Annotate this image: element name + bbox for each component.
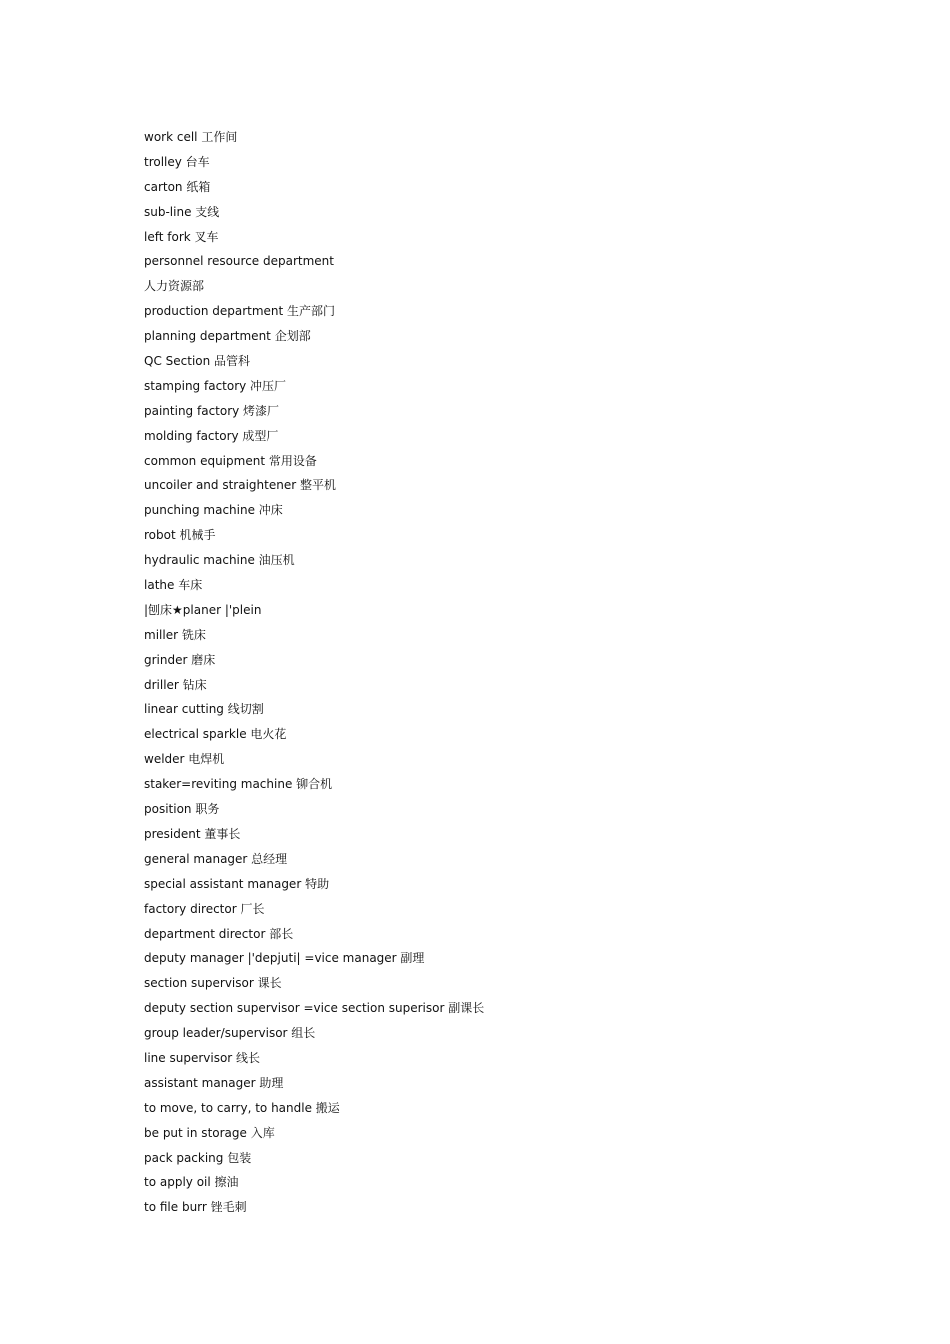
glossary-entry: robot 机械手 [144,528,216,543]
glossary-entry: to file burr 锉毛刺 [144,1200,247,1215]
glossary-entry: section supervisor 课长 [144,976,282,991]
glossary-entry: stamping factory 冲压厂 [144,378,287,393]
glossary-entry: production department 生产部门 [144,304,336,319]
glossary-entry: electrical sparkle 电火花 [144,727,287,742]
glossary-entry: hydraulic machine 油压机 [144,553,295,568]
glossary-entry: general manager 总经理 [144,851,288,866]
glossary-entry: welder 电焊机 [144,752,225,767]
glossary-entry: personnel resource department [144,254,334,269]
glossary-entry: deputy manager |'depjuti| =vice manager 副理 [144,951,425,966]
glossary-entry: special assistant manager 特助 [144,876,330,891]
glossary-entry: president 董事长 [144,826,241,841]
glossary-entry: painting factory 烤漆厂 [144,403,280,418]
glossary-entry: planning department 企划部 [144,329,311,344]
glossary-entry: 人力资源部 [144,279,205,294]
glossary-entry: pack packing 包装 [144,1150,252,1165]
glossary-entry: department director 部长 [144,926,294,941]
glossary-entry: sub-line 支线 [144,204,220,219]
glossary-entry: carton 纸箱 [144,179,211,194]
glossary-entry: be put in storage 入库 [144,1125,275,1140]
glossary-entry: uncoiler and straightener 整平机 [144,478,336,493]
glossary-entry: grinder 磨床 [144,652,216,667]
glossary-entry: position 职务 [144,802,220,817]
glossary-entry: miller 铣床 [144,627,206,642]
glossary-entry: trolley 台车 [144,154,210,169]
glossary-entry: deputy section supervisor =vice section superisor 副课长 [144,1001,485,1016]
glossary-entry: work cell 工作间 [144,130,238,144]
glossary-entry: molding factory 成型厂 [144,428,279,443]
glossary-entry: punching machine 冲床 [144,503,283,518]
glossary-entry: group leader/supervisor 组长 [144,1026,316,1041]
glossary-entry: QC Section 品管科 [144,354,251,369]
glossary-entry: linear cutting 线切割 [144,702,264,717]
glossary-entry: to move, to carry, to handle 搬运 [144,1100,340,1115]
glossary-entry: factory director 厂长 [144,901,265,916]
glossary-list [144,127,904,1222]
glossary-entry: assistant manager 助理 [144,1075,284,1090]
glossary-entry: line supervisor 线长 [144,1050,261,1065]
glossary-entry: |刨床★planer |'plein [144,602,262,617]
glossary-entry: staker=reviting machine 铆合机 [144,777,333,792]
glossary-entry: driller 钻床 [144,677,207,692]
glossary-entry: common equipment 常用设备 [144,453,317,468]
glossary-entry: left fork 叉车 [144,229,219,244]
glossary-entry: to apply oil 擦油 [144,1175,239,1190]
glossary-entry: lathe 车床 [144,578,203,593]
